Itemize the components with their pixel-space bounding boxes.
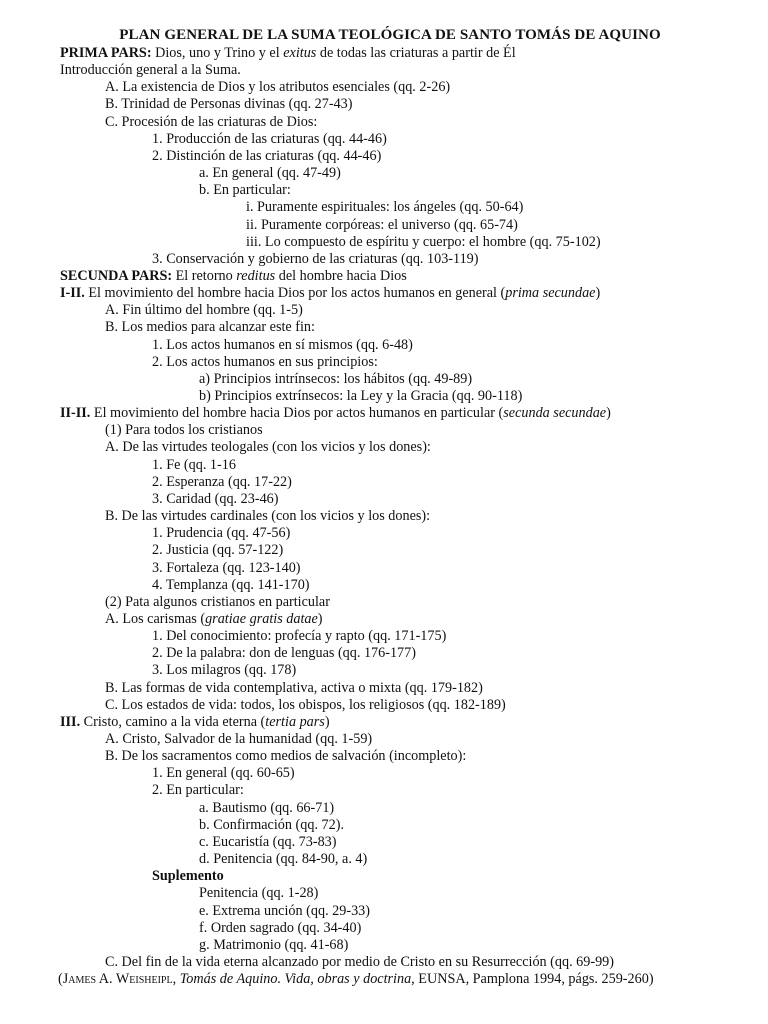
text: (2) Pata algunos cristianos en particular <box>105 593 330 610</box>
text: d. Penitencia (qq. 84-90, a. 4) <box>199 851 368 868</box>
outline-line <box>60 45 516 62</box>
text: B. Los medios para alcanzar este fin: <box>105 319 315 336</box>
text: A. Fin último del hombre (qq. 1-5) <box>105 302 303 319</box>
text: A. La existencia de Dios y los atributos esenciales (qq. 2-26) <box>105 79 451 96</box>
outline-line <box>199 937 348 954</box>
text: 2. En particular: <box>152 782 244 799</box>
text: g. Matrimonio (qq. 41-68) <box>199 936 349 953</box>
text: iii. Lo compuesto de espíritu y cuerpo: el hombre (qq. 75-102) <box>246 233 601 250</box>
outline-line <box>199 388 522 405</box>
outline-line <box>199 920 361 937</box>
text: B. Las formas de vida contemplativa, activa o mixta (qq. 179-182) <box>105 679 483 696</box>
outline-line <box>152 148 381 165</box>
text: 1. Producción de las criaturas (qq. 44-46) <box>152 130 387 147</box>
text: C. Procesión de las criaturas de Dios: <box>105 113 318 130</box>
text: 2. Justicia (qq. 57-122) <box>152 542 284 559</box>
text: ) <box>317 610 323 627</box>
outline-line <box>105 954 614 971</box>
text: a. En general (qq. 47-49) <box>199 165 341 182</box>
outline-line <box>105 594 330 611</box>
outline-line <box>246 199 523 216</box>
italic-text: gratiae gratis datae <box>205 610 318 627</box>
text: El retorno <box>172 267 237 284</box>
outline-line <box>105 611 323 628</box>
bold-text: SECUNDA PARS: <box>60 267 173 284</box>
italic-text: tertia pars <box>265 713 325 730</box>
text: B. Trinidad de Personas divinas (qq. 27-43) <box>105 96 353 113</box>
text: 1. En general (qq. 60-65) <box>152 765 295 782</box>
text: 1. Del conocimiento: profecía y rapto (qq. 171-175) <box>152 628 447 645</box>
citation-line <box>58 971 654 988</box>
text: ii. Puramente corpóreas: el universo (qq. 65-74) <box>246 216 518 233</box>
outline-line <box>199 885 318 902</box>
outline-line <box>105 422 263 439</box>
outline-line <box>152 542 283 559</box>
outline-line <box>60 62 241 79</box>
text: , <box>172 971 180 988</box>
text: Introducción general a la Suma. <box>60 62 241 79</box>
outline-line <box>152 628 446 645</box>
outline-line <box>152 337 413 354</box>
outline-line <box>199 817 344 834</box>
outline-line <box>199 371 472 388</box>
italic-text: exitus <box>283 45 317 61</box>
text: A. De las virtudes teologales (con los vicios y los dones): <box>105 439 431 456</box>
outline-line <box>152 645 416 662</box>
outline-line <box>105 748 466 765</box>
outline-line <box>105 439 431 456</box>
outline-line <box>60 405 611 422</box>
bold-text: I-II. <box>60 285 85 302</box>
outline-line <box>246 217 518 234</box>
text: 3. Conservación y gobierno de las criaturas (qq. 103-119) <box>152 250 479 267</box>
italic-text: Tomás de Aquino. Vida, obras y doctrina, <box>179 971 415 988</box>
italic-text: reditus <box>236 267 276 284</box>
outline-line <box>60 268 407 285</box>
text: i. Puramente espirituales: los ángeles (qq. 50-64) <box>246 199 524 216</box>
outline-line <box>199 800 334 817</box>
outline-line <box>152 560 301 577</box>
italic-text: prima secundae <box>505 285 596 302</box>
outline-line <box>105 79 450 96</box>
outline-line <box>199 182 291 199</box>
text: 1. Prudencia (qq. 47-56) <box>152 525 291 542</box>
text: 3. Caridad (qq. 23-46) <box>152 490 279 507</box>
outline-line <box>105 96 352 113</box>
outline-line <box>105 302 303 319</box>
outline-line <box>152 491 278 508</box>
text: 3. Los milagros (qq. 178) <box>152 662 297 679</box>
text: C. Del fin de la vida eterna alcanzado por medio de Cristo en su Resurrección (qq. 69-99) <box>105 953 615 970</box>
outline-line <box>60 714 330 731</box>
outline-line <box>199 834 337 851</box>
text: a) Principios intrínsecos: los hábitos (qq. 49-89) <box>199 370 473 387</box>
text: de todas las criaturas a partir de Él <box>316 45 516 61</box>
text: b. En particular: <box>199 182 291 199</box>
text: 2. Esperanza (qq. 17-22) <box>152 473 292 490</box>
bold-text: Suplemento <box>152 868 224 885</box>
outline-line <box>105 680 483 697</box>
outline-line <box>199 165 341 182</box>
outline-line <box>152 457 236 474</box>
text: b. Confirmación (qq. 72). <box>199 816 344 833</box>
text: A. Cristo, Salvador de la humanidad (qq. 1-59) <box>105 731 373 747</box>
text: 1. Fe (qq. 1-16 <box>152 456 236 473</box>
text: El movimiento del hombre hacia Dios por actos humanos en particular ( <box>90 405 504 422</box>
text: a. Bautismo (qq. 66-71) <box>199 799 335 816</box>
outline-line <box>60 285 600 302</box>
text: ( <box>58 971 63 988</box>
smallcaps-text: James A. Weisheipl <box>62 971 173 988</box>
text: b) Principios extrínsecos: la Ley y la Gracia (qq. 90-118) <box>199 388 523 404</box>
text: c. Eucaristía (qq. 73-83) <box>199 833 337 850</box>
text: 2. Los actos humanos en sus principios: <box>152 353 378 370</box>
text: ) <box>595 285 601 302</box>
text: B. De los sacramentos como medios de salvación (incompleto): <box>105 748 467 765</box>
text: 2. De la palabra: don de lenguas (qq. 176-177) <box>152 645 416 662</box>
bold-text: II-II. <box>60 405 91 422</box>
outline-line <box>152 131 387 148</box>
outline-line <box>105 319 315 336</box>
text: 2. Distinción de las criaturas (qq. 44-46) <box>152 147 382 164</box>
text: ) <box>324 713 330 730</box>
outline-line <box>152 765 295 782</box>
text: 1. Los actos humanos en sí mismos (qq. 6-48) <box>152 336 413 353</box>
outline-line <box>246 234 601 251</box>
outline-line <box>152 782 244 799</box>
bold-text: PRIMA PARS: <box>60 45 152 61</box>
outline-line <box>105 697 506 714</box>
text: f. Orden sagrado (qq. 34-40) <box>199 919 362 936</box>
italic-text: secunda secundae <box>503 405 607 422</box>
text: e. Extrema unción (qq. 29-33) <box>199 902 370 919</box>
outline-line <box>152 251 479 268</box>
outline-line <box>105 508 430 525</box>
outline-line <box>105 731 372 748</box>
text: 3. Fortaleza (qq. 123-140) <box>152 559 301 576</box>
text: Cristo, camino a la vida eterna ( <box>80 713 266 730</box>
text: 4. Templanza (qq. 141-170) <box>152 576 310 593</box>
outline-line <box>152 662 296 679</box>
outline-line <box>199 903 370 920</box>
text: A. Los carismas ( <box>105 610 206 627</box>
text: Dios, uno y Trino y el <box>151 45 284 61</box>
text: (1) Para todos los cristianos <box>105 422 263 439</box>
outline-line <box>199 851 367 868</box>
outline-line <box>152 474 292 491</box>
text: EUNSA, Pamplona 1994, págs. 259-260) <box>414 971 654 988</box>
text: B. De las virtudes cardinales (con los vicios y los dones): <box>105 508 431 525</box>
text: ) <box>606 405 611 422</box>
text: del hombre hacia Dios <box>275 267 407 284</box>
outline-line <box>152 577 310 594</box>
text: C. Los estados de vida: todos, los obispos, los religiosos (qq. 182-189) <box>105 696 506 713</box>
bold-text: III. <box>60 713 81 730</box>
document-title: PLAN GENERAL DE LA SUMA TEOLÓGICA DE SANTO TOMÁS DE AQUINO <box>119 27 661 43</box>
text: Penitencia (qq. 1-28) <box>199 885 319 902</box>
outline-line <box>105 114 317 131</box>
outline-line <box>152 525 290 542</box>
outline-line <box>152 868 224 885</box>
outline-line <box>152 354 378 371</box>
text: El movimiento del hombre hacia Dios por los actos humanos en general ( <box>84 285 506 302</box>
